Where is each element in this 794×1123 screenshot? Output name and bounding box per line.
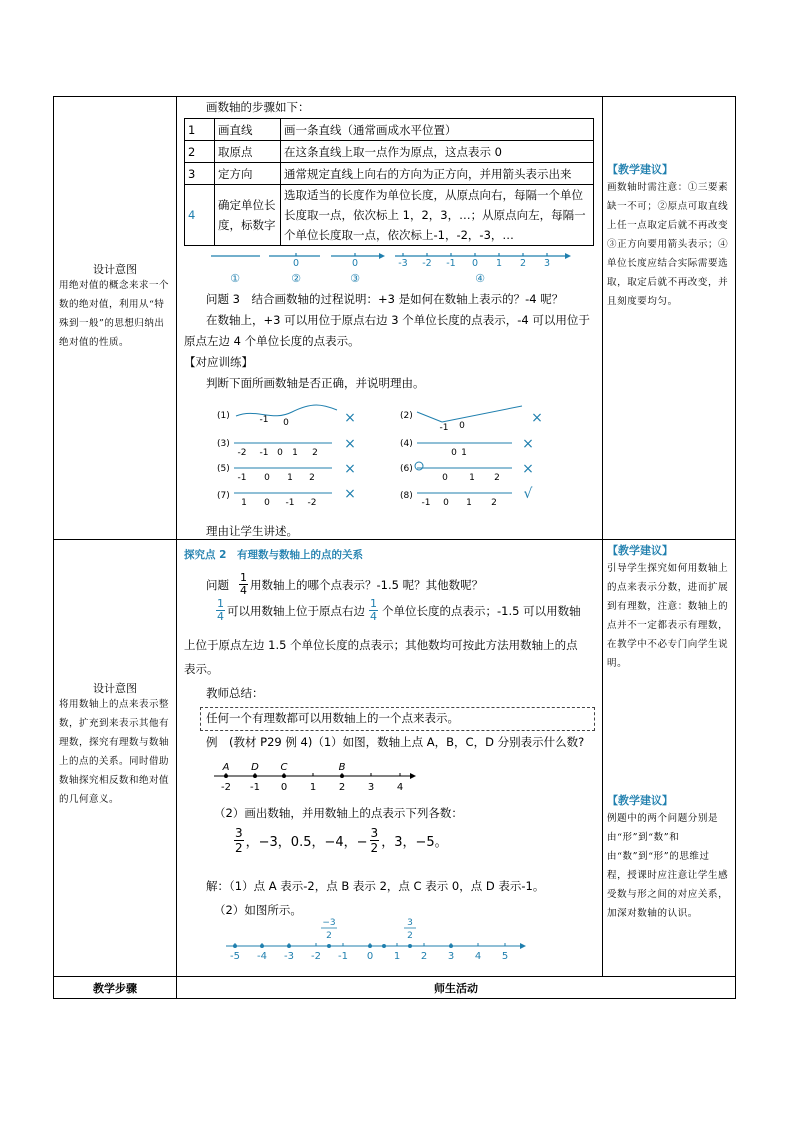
svg-text:2: 2 <box>309 473 315 483</box>
svg-text:-1: -1 <box>259 415 269 425</box>
summary-label: 教师总结： <box>206 686 264 700</box>
tick-label: 0 <box>280 782 288 793</box>
solution-axis <box>220 914 540 964</box>
point-letter: A <box>222 762 230 773</box>
steps-heading: 画数轴的步骤如下： <box>206 100 310 114</box>
item-label: (3) <box>217 439 230 449</box>
fraction-den: 4 <box>217 610 224 623</box>
judge-mark: × <box>344 461 356 477</box>
svg-text:0: 0 <box>277 448 283 458</box>
tick-label: -5 <box>230 951 240 962</box>
svg-text:3: 3 <box>407 918 413 928</box>
origin-circle-6 <box>415 462 423 470</box>
svg-text:0: 0 <box>443 498 449 508</box>
svg-text:1: 1 <box>287 473 293 483</box>
step-label: ④ <box>475 272 485 285</box>
svg-text:-1: -1 <box>259 448 269 458</box>
answer-line1 <box>214 598 581 623</box>
teaching-suggestion-title-1: 【教学建议】 <box>607 163 673 176</box>
step-desc: 在这条直线上取一点作为原点，这点表示 0 <box>281 141 594 163</box>
tick-label: 5 <box>501 951 509 962</box>
reason-text: 理由让学生讲述。 <box>206 524 298 538</box>
tick-label: 0 <box>351 258 359 269</box>
example-axis <box>210 758 430 798</box>
training-title: 【对应训练】 <box>184 355 253 369</box>
tick-label: -4 <box>257 951 267 962</box>
svg-text:1: 1 <box>469 473 475 483</box>
design-intent-title-2: 设计意图 <box>93 682 137 695</box>
solution-1: 解：（1）点 A 表示-2，点 B 表示 2，点 C 表示 0，点 D 表示-1。 <box>206 879 545 893</box>
svg-text:-1: -1 <box>237 473 247 483</box>
fraction <box>216 598 225 623</box>
judge-mark: × <box>344 410 356 426</box>
solution-2: （2）如图所示。 <box>214 903 302 917</box>
tick-label: 0 <box>366 951 374 962</box>
tick-label: -1 <box>250 782 260 793</box>
step4-arrow <box>565 253 571 259</box>
question-line <box>206 572 483 597</box>
svg-text:1: 1 <box>461 448 467 458</box>
point-letter: C <box>280 762 288 773</box>
design-intent-title-1: 设计意图 <box>93 263 137 276</box>
fraction <box>369 598 378 623</box>
tick-label: -3 <box>398 258 408 269</box>
question-3: 问题 3 结合画数轴的过程说明：+3 是如何在数轴上表示的？-4 呢？ <box>206 292 564 306</box>
teaching-suggestion-note-3: 例题中的两个问题分别是由“形”到“数”和由“数”到“形”的思维过程，授课时应注意让学生感受数与形之间的对应关系，加深对数轴的认识。 <box>607 813 729 919</box>
svg-text:-1: -1 <box>439 423 449 433</box>
item-label: (7) <box>217 491 230 501</box>
numbers-list: $\frac{3}{2}$ ，−3，0.5，−4，− $\frac{3}{2}$ ，3，−5。 <box>235 826 448 855</box>
table-row <box>185 185 594 246</box>
step-name: 画直线 <box>215 119 281 141</box>
judge-mark: × <box>344 436 356 452</box>
tick-label: -1 <box>446 258 456 269</box>
fraction-num: 1 <box>217 597 224 610</box>
training-prompt: 判断下面所画数轴是否正确，并说明理由。 <box>206 376 425 390</box>
tick-label: -2 <box>422 258 432 269</box>
point-letter: B <box>338 762 346 773</box>
judge-mark: × <box>531 410 543 426</box>
svg-text:0: 0 <box>442 473 448 483</box>
step-figure <box>205 248 585 288</box>
svg-text:0: 0 <box>283 418 289 428</box>
svg-text:1: 1 <box>466 498 472 508</box>
answer-3-line2: 原点左边 4 个单位长度的点表示。 <box>184 334 360 348</box>
fraction-den: 4 <box>240 584 247 597</box>
judge-mark: × <box>522 461 534 477</box>
svg-text:-2: -2 <box>307 498 317 508</box>
tick-label: 2 <box>420 951 428 962</box>
question-suffix: 用数轴上的哪个点表示？-1.5 呢？其他数呢？ <box>250 577 484 592</box>
tick-label: 1 <box>495 258 503 269</box>
svg-text:0: 0 <box>264 473 270 483</box>
point-letter: D <box>251 762 259 773</box>
item-label: (1) <box>217 411 230 421</box>
footer-teaching-steps: 教学步骤 <box>93 982 137 995</box>
item-label: (2) <box>400 411 413 421</box>
step-name: 取原点 <box>215 141 281 163</box>
design-intent-note-1: 用绝对值的概念来求一个数的绝对值，利用从“特殊到一般”的思想归纳出绝对值的性质。 <box>59 280 170 348</box>
tick-label: -2 <box>221 782 231 793</box>
step-num: 1 <box>185 119 215 141</box>
summary-text: 任何一个有理数都可以用数轴上的一个点来表示。 <box>206 711 459 725</box>
judge-mark: × <box>344 486 356 502</box>
axis-1 <box>236 405 337 416</box>
footer-activities: 师生活动 <box>434 982 478 995</box>
svg-text:−3: −3 <box>322 918 336 928</box>
fraction-num: 1 <box>370 597 377 610</box>
judge-mark: × <box>522 436 534 452</box>
steps-table <box>184 118 594 246</box>
table-row <box>185 119 594 141</box>
svg-text:-1: -1 <box>421 498 431 508</box>
answer-line2: 上位于原点左边 1.5 个单位长度的点表示；其他数均可按此方法用数轴上的点 <box>184 638 578 652</box>
step-desc: 画一条直线（通常画成水平位置） <box>281 119 594 141</box>
answer-mid: 可以用数轴上位于原点右边 <box>227 603 365 618</box>
svg-text:2: 2 <box>494 473 500 483</box>
teaching-suggestion-title-2: 【教学建议】 <box>607 544 673 557</box>
part-2-text: （2）画出数轴，并用数轴上的点表示下列各数： <box>214 806 463 820</box>
table-row <box>185 141 594 163</box>
step-desc: 通常规定直线上向右的方向为正方向，并用箭头表示出来 <box>281 163 594 185</box>
frac-3-2-neg: $\frac{3}{2}$ <box>370 826 379 855</box>
svg-text:1: 1 <box>241 498 247 508</box>
svg-text:0: 0 <box>459 421 465 431</box>
answer-end: 个单位长度的点表示；-1.5 可以用数轴 <box>382 603 581 618</box>
answer-line3: 表示。 <box>184 662 219 676</box>
item-label: (6) <box>400 464 413 474</box>
svg-text:2: 2 <box>407 931 413 941</box>
step-num: 3 <box>185 163 215 185</box>
teaching-suggestion-note-1: 画数轴时需注意：①三要素缺一不可；②原点可取直线上任一点取定后就不再改变③正方向要用箭头表示；④单位长度应结合实际需要选取，取定后就不再改变，并且刻度要均匀。 <box>607 182 729 307</box>
tick-label: 0 <box>471 258 479 269</box>
point-title: 探究点 2 有理数与数轴上的点的关系 <box>184 549 363 561</box>
step3-arrow <box>379 253 385 259</box>
axis-2a <box>417 412 442 422</box>
fraction <box>239 572 248 597</box>
judge-mark: √ <box>523 486 533 502</box>
tick-label: 4 <box>474 951 482 962</box>
step-name: 确定单位长度，标数字 <box>215 185 281 246</box>
item-label: (4) <box>400 439 413 449</box>
step-desc: 选取适当的长度作为单位长度，从原点向右，每隔一个单位长度取一点，依次标上 1，2，3，…；从原点向左，每隔一个单位长度取一点，依次标上-1，-2，-3，… <box>281 185 594 246</box>
step-label: ① <box>230 272 240 285</box>
svg-text:1: 1 <box>292 448 298 458</box>
teaching-suggestion-title-3: 【教学建议】 <box>607 794 673 807</box>
table-row <box>185 163 594 185</box>
tick-label: -2 <box>311 951 321 962</box>
tick-label: 3 <box>447 951 455 962</box>
svg-text:2: 2 <box>312 448 318 458</box>
fraction-den: 4 <box>370 610 377 623</box>
svg-text:-1: -1 <box>285 498 295 508</box>
tick-label: 4 <box>396 782 404 793</box>
tick-label: 3 <box>367 782 375 793</box>
svg-text:-2: -2 <box>237 448 247 458</box>
tick-label: 2 <box>338 782 346 793</box>
step-label: ③ <box>350 272 360 285</box>
step-label: ② <box>291 272 301 285</box>
step-name: 定方向 <box>215 163 281 185</box>
example-text: 例 (教材 P29 例 4)（1）如图，数轴上点 A，B，C，D 分别表示什么数? <box>206 735 585 749</box>
tick-label: 3 <box>543 258 551 269</box>
tick-label: -1 <box>338 951 348 962</box>
question-prefix: 问题 <box>206 577 229 592</box>
svg-text:0: 0 <box>264 498 270 508</box>
tick-label: 1 <box>393 951 401 962</box>
teaching-suggestion-note-2: 引导学生探究如何用数轴上的点来表示分数，进而扩展到有理数，注意：数轴上的点并不一定都表示有理数，在教学中不必专门向学生说明。 <box>607 563 729 669</box>
tick-label: 0 <box>292 258 300 269</box>
frac-3-2: $\frac{3}{2}$ <box>235 826 243 855</box>
fraction-num: 1 <box>240 571 247 584</box>
svg-text:0: 0 <box>451 448 457 458</box>
svg-text:2: 2 <box>491 498 497 508</box>
step-num: 4 <box>185 185 215 246</box>
answer-3-line1: 在数轴上，+3 可以用位于原点右边 3 个单位长度的点表示，-4 可以用位于 <box>206 313 590 327</box>
judge-figures <box>212 400 552 515</box>
tick-label: 2 <box>519 258 527 269</box>
axis-2b <box>442 406 522 422</box>
design-intent-note-2: 将用数轴上的点来表示整数，扩充到来表示其他有理数，探究有理数与数轴上的点的关系。同时借助数轴探究相反数和绝对值的几何意义。 <box>59 699 170 805</box>
svg-text:2: 2 <box>326 931 332 941</box>
tick-label: -3 <box>284 951 294 962</box>
step-num: 2 <box>185 141 215 163</box>
tick-label: 1 <box>309 782 317 793</box>
item-label: (5) <box>217 464 230 474</box>
item-label: (8) <box>400 491 413 501</box>
